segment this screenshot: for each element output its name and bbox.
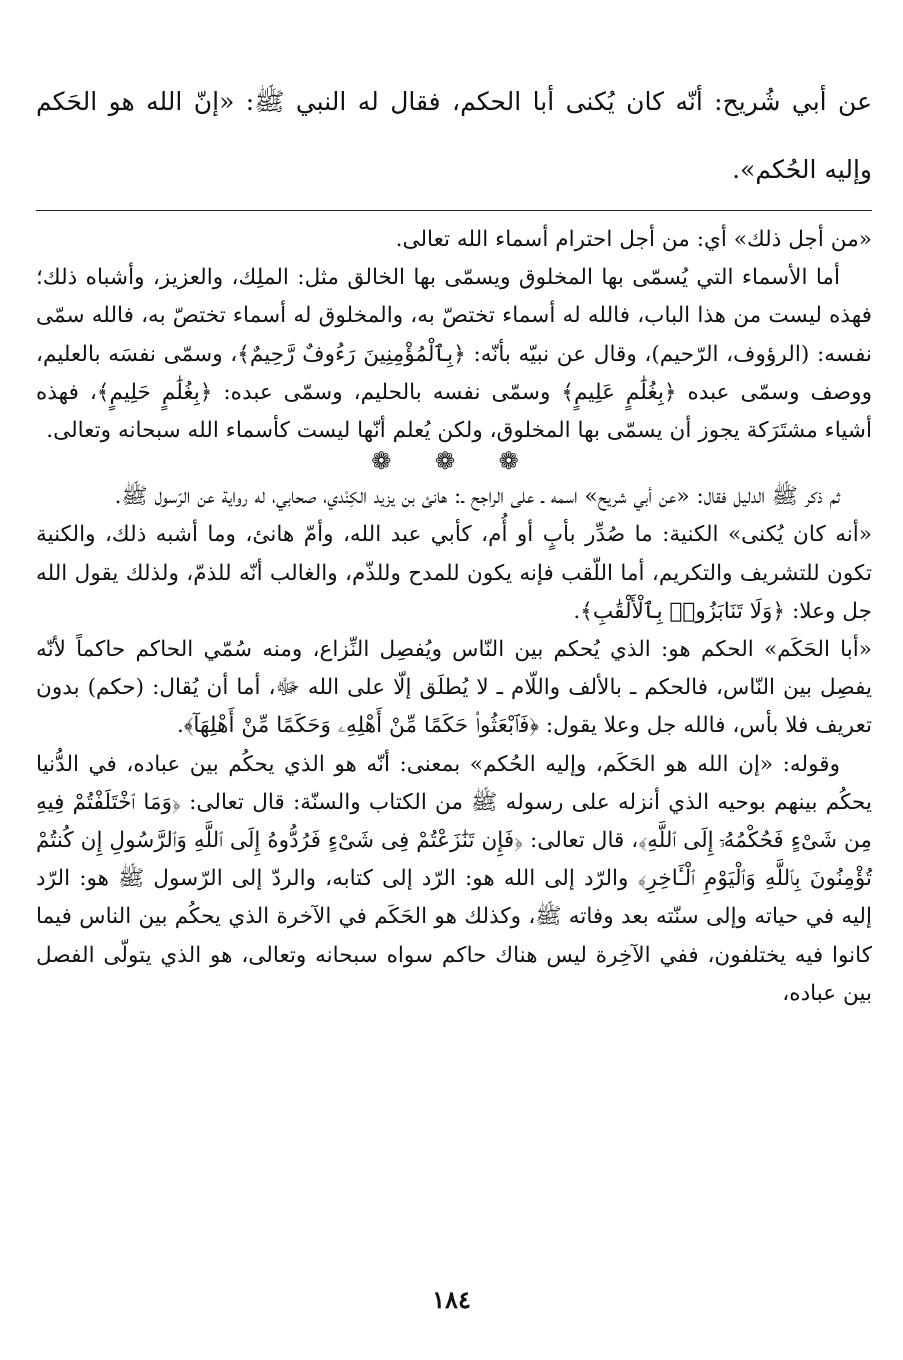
- paragraph: ثم ذكر ﷺ الدليل فقال: «عن أبي شريح» اسمه ـ على الراجح ـ: هانئ بن يزيد الكِنْدي، صحابي، له رواية عن الرّسول ﷺ.: [114, 484, 840, 510]
- separator-line: [36, 210, 872, 211]
- commentary: [36, 221, 872, 1013]
- hadith-text: عن أبي شُريح: أنّه كان يُكنى أبا الحكم، فقال له النبي ﷺ: «إنّ الله هو الحَكم وإليه الحُكم».: [36, 87, 872, 184]
- paragraph: أما الأسماء التي يُسمّى بها المخلوق ويسمّى بها الخالق مثل: الملِك، والعزيز، وأشباه ذلك؛ فهذه ليست من هذا الباب، فالله له أسماء تختصّ به، والمخلوق له أسماء تختصّ به، فالله سمّى نفسه: (الرؤوف، الرّحيم)، وقال عن نبيّه بأنّه: ﴿بِٱلْمُؤْمِنِينَ رَءُوفٌ رَّحِيمٌ﴾، وسمّى نفسَه بالعليم، ووصف وسمّى عبده ﴿بِغُلَٰمٍ عَلِيمٍ﴾ وسمّى نفسه بالحليم، وسمّى عبده: ﴿بِغُلَٰمٍ حَلِيمٍ﴾، فهذه أشياء مشتَرَكة يجوز أن يسمّى بها المخلوق، ولكن يُعلم أنّها ليست كأسماء الله سبحانه وتعالى.: [36, 265, 872, 444]
- paragraph: «أنه كان يُكنى» الكنية: ما صُدِّر بأبٍ أو أُم، كأبي عبد الله، وأمّ هانئ، وما أشبه ذلك، والكنية تكون للتشريف والتكريم، أما اللّقب فإنه يكون للمدح وللذّم، والغالب أنّه للذمّ، ولذلك يقول الله جل وعلا: ﴿وَلَا تَنَابَزُوا۟ بِٱلْأَلْقَٰبِ﴾.: [36, 522, 872, 624]
- paragraph: «من أجل ذلك» أي: من أجل احترام أسماء الله تعالى.: [395, 227, 872, 252]
- paragraph: «أبا الحَكَم» الحكم هو: الذي يُحكم بين النّاس ويُفصِل النِّزاع، ومنه سُمّي الحاكم حاكماً لأنّه يفصِل بين النّاس، فالحكم ـ بالألف واللّام ـ لا يُطلَق إلّا على الله ﷻ، أما أن يُقال: (حكم) بدون تعريف فلا بأس، فالله جل وعلا يقول: ﴿فَٱبْعَثُوا۟ حَكَمًا مِّنْ أَهْلِهِۦ وَحَكَمًا مِّنْ أَهْلِهَآ﴾.: [36, 637, 872, 739]
- paragraph: وقوله: «إن الله هو الحَكَم، وإليه الحُكم» بمعنى: أنّه هو الذي يحكُم بين عباده، في الدُّنيا يحكُم بينهم بوحيه الذي أنزله على رسوله ﷺ من الكتاب والسنّة: قال تعالى: ﴿وَمَا ٱخْتَلَفْتُمْ فِيهِ مِن شَىْءٍ فَحُكْمُهُۥٓ إِلَى ٱللَّهِ﴾، قال تعالى: ﴿فَإِن تَنَٰزَعْتُمْ فِى شَىْءٍ فَرُدُّوهُ إِلَى ٱللَّهِ وَٱلرَّسُولِ إِن كُنتُمْ تُؤْمِنُونَ بِٱللَّهِ وَٱلْيَوْمِ ٱلْـَٔاخِرِ﴾ والرّد إلى الله هو: الرّد إلى كتابه، والردّ إلى الرّسول ﷺ هو: الرّد إليه في حياته وإلى سنّته بعد وفاته ﷺ، وكذلك هو الحَكَم في الآخرة الذي يحكُم بين الناس فيما كانوا فيه يختلفون، ففي الآخِرة ليس هناك حاكم سواه سبحانه وتعالى، هو الذي يتولّى الفصل بين عباده،: [36, 751, 872, 1006]
- page-number: ١٨٤: [432, 1285, 471, 1314]
- ornament-divider: ❁ ❁ ❁: [371, 447, 537, 476]
- page-body: [36, 68, 872, 1013]
